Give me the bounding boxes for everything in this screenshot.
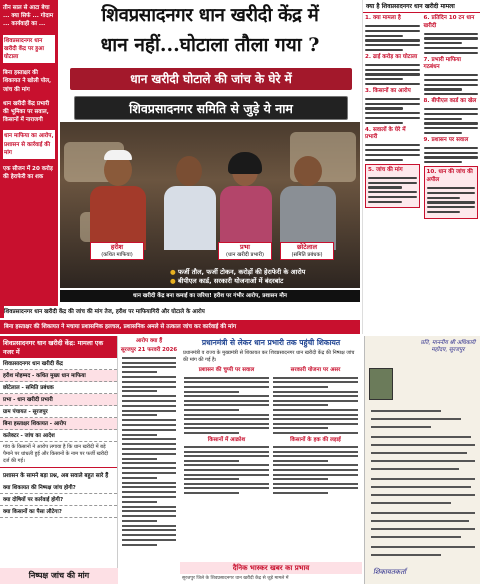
person-role: (समिति प्रबंधक) (291, 252, 323, 258)
highlight-box (424, 166, 479, 218)
section-head: 3. किसानों का आरोप (365, 87, 411, 94)
question-item: क्या किसानों का पैसा लौटेगा? (0, 506, 117, 518)
person-name: प्रभा (240, 243, 250, 251)
right-column-body (363, 13, 480, 221)
person-head (294, 156, 322, 186)
nameplate (90, 242, 144, 260)
article-lead: प्रधानमंत्री व राज्य के मुख्यमंत्री से शिकायत कर शिवप्रसादनगर धान खरीदी केंद्र की निष्पक्ष जांच की मांग की गई है। (183, 350, 355, 363)
middle-news-column (120, 336, 178, 584)
section-head: 9. प्रशासन पर सवाल (423, 136, 469, 143)
person-photo-male (164, 150, 216, 250)
mid-dateline: सूरजपुर 21 फरवरी 2026 (120, 347, 178, 353)
left-news-column (0, 0, 58, 318)
left-para: एक सीजन में 20 करोड़ की हेराफेरी का शक (3, 166, 53, 181)
question-item: क्या शिकायत की निष्पक्ष जांच होगी? (0, 482, 117, 494)
left-para: तीन साल से आटा बेचा ... क्या सिर्फ ... गोदाम ... कार्यवाही का ... (3, 5, 54, 28)
question-heading: प्रशासन के सामने बड़ा प्रश्न, अब सवाले बहुत सारे हैं (0, 467, 117, 482)
summary-item: ग्राम पंचायत - सूरजपुर (0, 406, 117, 418)
article-subhead: किसानों में आक्रोश (207, 436, 246, 443)
section-head: 7. प्रभारी माफिया गठबंधन (423, 56, 461, 70)
article-headline: प्रधानमंत्री से लेकर धान प्रभारी तक पहुंची शिकायत (180, 336, 362, 349)
person-role: (धान खरीदी प्रभारी) (226, 252, 264, 258)
section-head: 1. क्या मामला है (365, 15, 401, 21)
news-strip: शिवप्रसादनगर धान खरीदी केंद्र की जांच की मांग तेज, हरीश पर माफियागिरी और घोटाले के आरोप (4, 306, 360, 318)
main-headline (60, 2, 360, 66)
right-column-title: क्या है शिवप्रसादनगर धान खरीदी मामला (363, 0, 480, 13)
center-article (180, 336, 362, 584)
summary-item: शिवप्रसादनगर धान खरीदी केंद्र (0, 358, 117, 370)
person-photo-chhotelal (280, 150, 336, 250)
left-para: धान माफिया का आरोप, प्रशासन से कार्रवाई की मांग (3, 130, 55, 159)
summary-paragraph: गांव के किसानों ने आरोप लगाया है कि धान खरीदी में बड़े पैमाने पर धांधली हुई और किसानों के नाम पर फर्जी खरीदी दर्ज की गई। (3, 444, 108, 464)
person-body (220, 186, 272, 250)
section-head: 10. धान की जांच की अपील (426, 169, 473, 183)
question-item: क्या दोषियों पर कार्रवाई होगी? (0, 494, 117, 506)
impact-banner: दैनिक भास्कर खबर का प्रभाव (180, 562, 362, 574)
highlight-box (365, 164, 420, 209)
section-head: 2. ढाई करोड़ का घोटाला (365, 53, 418, 60)
investigation-banner: धान खरीदी घोटाले की जांच के घेरे में (70, 68, 352, 90)
headline-line-2: धान नहीं...घोटाला तौला गया ? (100, 34, 320, 56)
nameplate (280, 242, 334, 260)
right-subcolumn (422, 13, 480, 221)
article-column (271, 365, 360, 496)
article-subhead: प्रशासन की चुप्पी पर सवाल (198, 367, 255, 374)
article-subhead: सरकारी योजना पर असर (290, 367, 341, 374)
cap-image (104, 150, 132, 160)
case-summary-panel (0, 336, 118, 584)
section-head: 8. बीपीएल कार्ड का खेल (423, 98, 477, 104)
left-para: बिना हस्ताक्षर की शिकायत ने खोली पोल, जांच की मांग (3, 70, 52, 93)
person-body (90, 186, 146, 250)
summary-title: शिवप्रसादनगर धान खरीदी केंद्र: मामला एक नजर में (0, 336, 117, 358)
nameplate (218, 242, 272, 260)
summary-item: हरीश मोहम्मद - कथित मुख्य धान माफिया (0, 370, 117, 382)
letter-address (419, 340, 477, 368)
accused-photo-panel (60, 122, 360, 288)
names-banner: शिवप्रसादनगर समिति से जुड़े ये नाम (74, 96, 348, 120)
person-head (176, 156, 202, 186)
section-head: 5. जांच की मांग (368, 166, 403, 173)
left-para: धान खरीदी केंद्र प्रभारी की भूमिका पर सवाल, किसानों में नाराजगी (3, 100, 50, 124)
passport-photo (369, 368, 393, 400)
summary-item: छोटेलाल - समिति प्रबंधक (0, 382, 117, 394)
article-column (182, 365, 271, 496)
left-para: शिवप्रसादनगर धान खरीदी केंद्र पर हुआ घोटाला (3, 35, 55, 64)
article-footer: सूरजपुर जिले के शिवप्रसादनगर धान खरीदी केंद्र से जुड़े मामले में (182, 576, 289, 581)
person-name: हरीश (110, 243, 124, 251)
summary-item: कलेक्टर - जांच का आदेश (0, 430, 117, 442)
signature: शिकायतकर्ता (373, 568, 406, 576)
news-strip-red: बिना हस्ताक्षर की शिकायत ने मचाया प्रशासनिक हलचल, प्रशासनिक अमले से तत्काल जांच कर कार्रवाई की मांग (0, 320, 360, 334)
complaint-letter-image (364, 336, 480, 584)
person-body (164, 186, 216, 250)
right-subcolumn (363, 13, 422, 221)
news-strip: धान खरीदी केंद्र बना कमाई का जरिया! हरीश पर गंभीर आरोप, प्रशासन मौन (60, 290, 360, 302)
photo-caption (170, 268, 356, 286)
summary-item: बिना हस्ताक्षर शिकायत - आरोप (0, 418, 117, 430)
headline-line-1: शिवप्रसादनगर धान खरीदी केंद्र में (101, 5, 319, 26)
caption-line: ● बीपीएल कार्ड, सरकारी योजनाओं में बंदरबांट (170, 277, 356, 286)
summary-item: प्रभा - धान खरीदी प्रभारी (0, 394, 117, 406)
section-head: 6. प्रतिदिन 10 टन धान खरीदी (423, 15, 475, 29)
person-role: (कथित माफिया) (101, 252, 133, 258)
article-subhead: किसानों के हक की लड़ाई (290, 436, 341, 443)
article-columns (180, 364, 362, 497)
person-photo-harish (88, 150, 148, 250)
caption-line: ● फर्जी तौल, फर्जी टोकन, करोड़ों की हेराफेरी के आरोप (170, 268, 356, 277)
person-name: छोटेलाल (296, 243, 317, 251)
hair-image (228, 152, 262, 174)
section-head: 4. सवालों के घेरे में प्रभारी (365, 126, 406, 141)
mid-heading: आरोप क्या हैं (135, 338, 163, 344)
address-text: प्रति, माननीय श्री अधिकारी महोदय, सूरजपुर (420, 340, 476, 354)
demand-banner: निष्पक्ष जांच की मांग (0, 568, 118, 584)
person-body (280, 186, 336, 250)
right-news-column (362, 0, 480, 334)
person-photo-prabha (220, 150, 272, 250)
